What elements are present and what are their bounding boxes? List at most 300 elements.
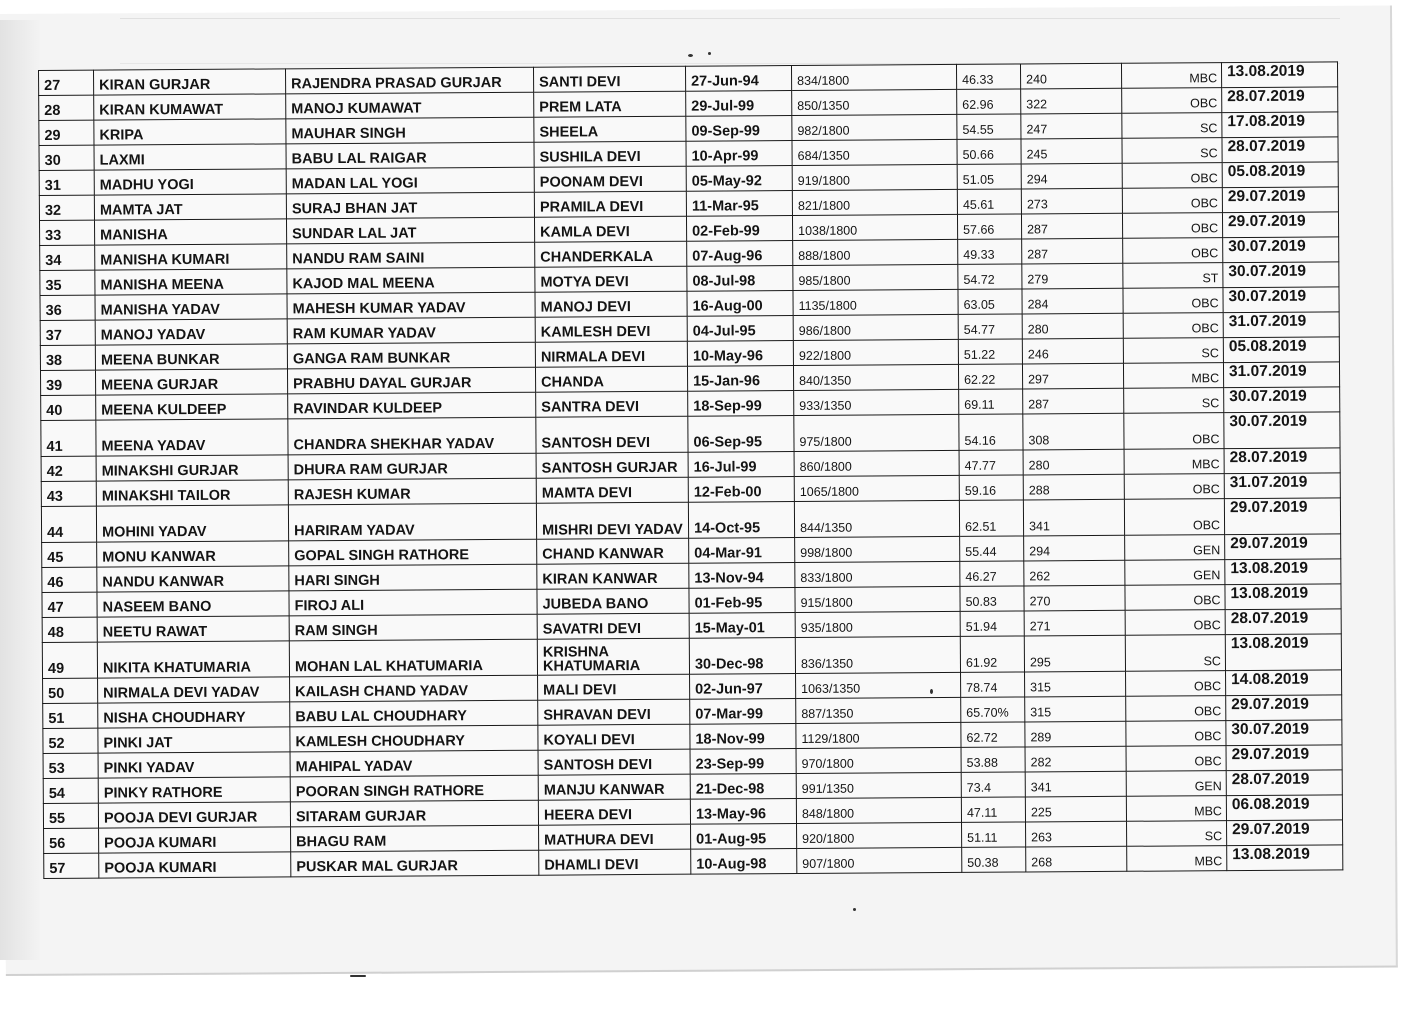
category-cell: OBC <box>1124 499 1224 536</box>
serial-number-cell: 51 <box>43 703 98 728</box>
score-cell: 287 <box>1021 213 1122 239</box>
marks-cell: 836/1350 <box>795 636 960 673</box>
marks-cell: 848/1800 <box>796 797 961 823</box>
date-cell: 06.08.2019 <box>1226 795 1342 821</box>
candidate-name-cell: PINKY RATHORE <box>98 777 290 803</box>
father-name-cell: RAM KUMAR YADAV <box>287 317 535 344</box>
serial-number-cell: 50 <box>43 678 98 703</box>
father-name-cell: KAJOD MAL MEENA <box>287 267 535 294</box>
marks-cell: 840/1350 <box>793 364 958 390</box>
serial-number-cell: 31 <box>39 170 94 195</box>
serial-number-cell: 42 <box>41 456 96 481</box>
percentage-cell: 59.16 <box>959 475 1023 500</box>
candidate-name-cell: PINKI JAT <box>98 727 290 753</box>
mother-name-cell: SANTI DEVI <box>533 66 685 92</box>
candidate-name-cell: KIRAN GURJAR <box>94 69 286 95</box>
mother-name-cell: MATHURA DEVI <box>539 824 691 850</box>
candidate-name-cell: MANOJ YADAV <box>95 319 287 345</box>
date-of-birth-cell: 23-Sep-99 <box>690 748 796 774</box>
category-cell: MBC <box>1123 363 1223 389</box>
serial-number-cell: 55 <box>43 803 98 828</box>
score-cell: 288 <box>1023 474 1124 500</box>
father-name-cell: RAJESH KUMAR <box>288 478 536 505</box>
father-name-cell: PUSKAR MAL GURJAR <box>291 850 539 877</box>
percentage-cell: 69.11 <box>959 389 1023 414</box>
date-of-birth-cell: 13-Nov-94 <box>689 562 795 588</box>
percentage-cell: 47.11 <box>961 797 1025 822</box>
category-cell: SC <box>1122 138 1222 164</box>
father-name-cell: SITARAM GURJAR <box>290 800 538 827</box>
date-cell: 13.08.2019 <box>1225 584 1341 610</box>
date-cell: 29.07.2019 <box>1224 498 1340 535</box>
father-name-cell: BABU LAL RAIGAR <box>286 142 534 169</box>
date-cell: 05.08.2019 <box>1223 337 1339 363</box>
candidate-name-cell: NEETU RAWAT <box>97 616 289 642</box>
serial-number-cell: 53 <box>43 753 98 778</box>
score-cell: 245 <box>1021 138 1122 164</box>
serial-number-cell: 41 <box>41 420 96 456</box>
percentage-cell: 62.51 <box>959 500 1023 536</box>
candidate-name-cell: KIRAN KUMAWAT <box>94 94 286 120</box>
date-cell: 28.07.2019 <box>1222 137 1338 163</box>
serial-number-cell: 27 <box>39 70 94 95</box>
date-of-birth-cell: 14-Oct-95 <box>688 501 794 538</box>
serial-number-cell: 37 <box>40 320 95 345</box>
percentage-cell: 78.74 <box>961 672 1025 697</box>
marks-cell: 982/1800 <box>792 114 957 140</box>
candidate-name-cell: MEENA YADAV <box>96 419 288 456</box>
marks-cell: 919/1800 <box>792 164 957 190</box>
percentage-cell: 53.88 <box>961 747 1025 772</box>
date-cell: 30.07.2019 <box>1224 387 1340 413</box>
date-of-birth-cell: 21-Dec-98 <box>690 773 796 799</box>
father-name-cell: MAHESH KUMAR YADAV <box>287 292 535 319</box>
candidate-name-cell: MONU KANWAR <box>97 541 289 567</box>
candidate-name-cell: NIKITA KHATUMARIA <box>97 641 289 678</box>
date-cell: 28.07.2019 <box>1225 609 1341 635</box>
date-cell: 28.07.2019 <box>1226 770 1342 796</box>
mother-name-cell: MAMTA DEVI <box>536 477 688 503</box>
candidate-name-cell: MANISHA <box>94 219 286 245</box>
serial-number-cell: 30 <box>39 145 94 170</box>
mother-name-cell: CHAND KANWAR <box>537 538 689 564</box>
category-cell: OBC <box>1122 213 1222 239</box>
marks-cell: 887/1350 <box>796 697 961 723</box>
candidate-name-cell: MEENA KULDEEP <box>96 394 288 420</box>
mother-name-cell: MOTYA DEVI <box>535 266 687 292</box>
candidate-name-cell: MAMTA JAT <box>94 194 286 220</box>
score-cell: 322 <box>1021 88 1122 114</box>
mother-name-cell: SANTOSH DEVI <box>538 749 690 775</box>
score-cell: 297 <box>1022 363 1123 389</box>
date-cell: 13.08.2019 <box>1225 634 1341 671</box>
marks-cell: 844/1350 <box>794 500 959 537</box>
marks-cell: 1135/1800 <box>793 289 958 315</box>
serial-number-cell: 54 <box>43 778 98 803</box>
date-of-birth-cell: 02-Jun-97 <box>690 673 796 699</box>
category-cell: OBC <box>1122 188 1222 214</box>
date-of-birth-cell: 16-Jul-99 <box>688 451 794 477</box>
mother-name-cell: KIRAN KANWAR <box>537 563 689 589</box>
score-cell: 280 <box>1022 313 1123 339</box>
marks-cell: 1063/1350 <box>796 672 961 698</box>
marks-cell: 1038/1800 <box>792 214 957 240</box>
serial-number-cell: 47 <box>42 592 97 617</box>
score-cell: 268 <box>1026 846 1127 872</box>
mother-name-cell: CHANDERKALA <box>535 241 687 267</box>
mother-name-cell: KAMLA DEVI <box>534 216 686 242</box>
date-cell: 29.07.2019 <box>1222 212 1338 238</box>
score-cell: 295 <box>1024 635 1125 672</box>
date-of-birth-cell: 10-Apr-99 <box>686 141 792 167</box>
mother-name-cell: SANTOSH DEVI <box>536 416 688 453</box>
marks-cell: 935/1800 <box>795 611 960 637</box>
serial-number-cell: 48 <box>42 617 97 642</box>
father-name-cell: RAVINDAR KULDEEP <box>288 392 536 419</box>
category-cell: OBC <box>1123 238 1223 264</box>
date-cell: 05.08.2019 <box>1222 162 1338 188</box>
father-name-cell: KAILASH CHAND YADAV <box>290 675 538 702</box>
father-name-cell: HARIRAM YADAV <box>288 503 536 541</box>
score-cell: 289 <box>1025 721 1126 747</box>
date-of-birth-cell: 13-May-96 <box>690 798 796 824</box>
date-of-birth-cell: 11-Mar-95 <box>686 190 792 216</box>
category-cell: GEN <box>1126 771 1226 797</box>
percentage-cell: 55.44 <box>960 536 1024 561</box>
date-of-birth-cell: 06-Sep-95 <box>688 415 794 452</box>
marks-cell: 907/1800 <box>797 847 962 873</box>
father-name-cell: BHAGU RAM <box>291 825 539 852</box>
percentage-cell: 57.66 <box>957 214 1021 239</box>
date-of-birth-cell: 10-Aug-98 <box>691 848 797 874</box>
mother-name-cell: JUBEDA BANO <box>537 588 689 614</box>
marks-cell: 998/1800 <box>795 536 960 562</box>
percentage-cell: 73.4 <box>961 772 1025 797</box>
candidate-name-cell: POOJA DEVI GURJAR <box>98 802 290 828</box>
records-table-body <box>39 62 1343 879</box>
candidate-name-cell: MANISHA MEENA <box>95 269 287 295</box>
percentage-cell: 65.70% <box>961 697 1025 722</box>
percentage-cell: 51.22 <box>958 339 1022 364</box>
mother-name-cell: HEERA DEVI <box>538 799 690 825</box>
serial-number-cell: 44 <box>41 506 96 542</box>
date-of-birth-cell: 30-Dec-98 <box>689 637 795 674</box>
score-cell: 287 <box>1023 388 1124 414</box>
father-name-cell: GOPAL SINGH RATHORE <box>289 539 537 566</box>
score-cell: 240 <box>1020 63 1121 89</box>
score-cell: 225 <box>1025 796 1126 822</box>
candidate-name-cell: NISHA CHOUDHARY <box>98 702 290 728</box>
category-cell: SC <box>1122 113 1222 139</box>
mother-name-cell: SANTOSH GURJAR <box>536 452 688 478</box>
mother-name-cell: SUSHILA DEVI <box>534 141 686 167</box>
father-name-cell: GANGA RAM BUNKAR <box>287 342 535 369</box>
candidate-name-cell: POOJA KUMARI <box>99 827 291 853</box>
category-cell: SC <box>1124 388 1224 414</box>
candidate-name-cell: MEENA BUNKAR <box>95 344 287 370</box>
father-name-cell: MAUHAR SINGH <box>286 117 534 144</box>
percentage-cell: 63.05 <box>958 289 1022 314</box>
score-cell: 294 <box>1024 535 1125 561</box>
date-cell: 29.07.2019 <box>1225 534 1341 560</box>
category-cell: OBC <box>1123 313 1223 339</box>
mother-name-cell: DHAMLI DEVI <box>539 849 691 875</box>
date-cell: 30.07.2019 <box>1224 412 1340 449</box>
percentage-cell: 49.33 <box>958 239 1022 264</box>
percentage-cell: 46.33 <box>956 64 1020 89</box>
serial-number-cell: 35 <box>40 270 95 295</box>
date-cell: 31.07.2019 <box>1224 473 1340 499</box>
serial-number-cell: 33 <box>39 220 94 245</box>
percentage-cell: 51.94 <box>960 611 1024 636</box>
date-of-birth-cell: 15-Jan-96 <box>687 365 793 391</box>
serial-number-cell: 45 <box>42 542 97 567</box>
percentage-cell: 45.61 <box>957 189 1021 214</box>
serial-number-cell: 49 <box>42 642 97 678</box>
category-cell: OBC <box>1125 585 1225 611</box>
mother-name-cell: KAMLESH DEVI <box>535 316 687 342</box>
candidate-name-cell: PINKI YADAV <box>98 752 290 778</box>
father-name-cell: MOHAN LAL KHATUMARIA <box>289 639 537 677</box>
marks-cell: 975/1800 <box>794 414 959 451</box>
score-cell: 273 <box>1021 188 1122 214</box>
date-cell: 30.07.2019 <box>1226 720 1342 746</box>
score-cell: 341 <box>1023 499 1124 536</box>
score-cell: 287 <box>1022 238 1123 264</box>
date-of-birth-cell: 01-Feb-95 <box>689 587 795 613</box>
candidate-name-cell: KRIPA <box>94 119 286 145</box>
mother-name-cell: NIRMALA DEVI <box>535 341 687 367</box>
percentage-cell: 62.22 <box>958 364 1022 389</box>
category-cell: GEN <box>1125 535 1225 561</box>
candidate-name-cell: MADHU YOGI <box>94 169 286 195</box>
father-name-cell: MADAN LAL YOGI <box>286 167 534 194</box>
mother-name-cell: SHRAVAN DEVI <box>538 699 690 725</box>
marks-cell: 970/1800 <box>796 747 961 773</box>
percentage-cell: 61.92 <box>960 636 1024 672</box>
candidate-name-cell: MANISHA YADAV <box>95 294 287 320</box>
mother-name-cell: MALI DEVI <box>538 674 690 700</box>
marks-cell: 986/1800 <box>793 314 958 340</box>
serial-number-cell: 38 <box>40 345 95 370</box>
serial-number-cell: 29 <box>39 120 94 145</box>
date-of-birth-cell: 09-Sep-99 <box>686 116 792 142</box>
date-of-birth-cell: 18-Sep-99 <box>688 390 794 416</box>
date-cell: 13.08.2019 <box>1225 559 1341 585</box>
serial-number-cell: 28 <box>39 95 94 120</box>
date-of-birth-cell: 07-Aug-96 <box>687 240 793 266</box>
category-cell: OBC <box>1124 474 1224 500</box>
candidate-name-cell: MOHINI YADAV <box>96 505 288 542</box>
date-cell: 29.07.2019 <box>1222 187 1338 213</box>
date-cell: 29.07.2019 <box>1226 745 1342 771</box>
serial-number-cell: 36 <box>40 295 95 320</box>
category-cell: OBC <box>1122 88 1222 114</box>
marks-cell: 833/1800 <box>795 561 960 587</box>
paper-fold-shadow <box>0 20 40 960</box>
marks-cell: 920/1800 <box>797 822 962 848</box>
date-of-birth-cell: 04-Mar-91 <box>689 537 795 563</box>
mother-name-cell: CHANDA <box>535 366 687 392</box>
date-of-birth-cell: 12-Feb-00 <box>688 476 794 502</box>
category-cell: OBC <box>1126 746 1226 772</box>
marks-cell: 850/1350 <box>792 89 957 115</box>
date-of-birth-cell: 01-Aug-95 <box>691 823 797 849</box>
candidate-name-cell: NIRMALA DEVI YADAV <box>98 677 290 703</box>
marks-cell: 991/1350 <box>796 772 961 798</box>
marks-cell: 985/1800 <box>793 264 958 290</box>
category-cell: MBC <box>1121 63 1221 89</box>
date-cell: 29.07.2019 <box>1227 820 1343 846</box>
date-cell: 13.08.2019 <box>1221 62 1337 88</box>
date-of-birth-cell: 05-May-92 <box>686 166 792 192</box>
score-cell: 308 <box>1023 413 1124 450</box>
scan-speck <box>708 52 711 55</box>
father-name-cell: NANDU RAM SAINI <box>287 242 535 269</box>
category-cell: SC <box>1125 635 1225 672</box>
serial-number-cell: 34 <box>40 245 95 270</box>
mother-name-cell: PRAMILA DEVI <box>534 191 686 217</box>
percentage-cell: 62.96 <box>957 89 1021 114</box>
category-cell: OBC <box>1125 610 1225 636</box>
percentage-cell: 62.72 <box>961 722 1025 747</box>
score-cell: 341 <box>1025 771 1126 797</box>
scan-speck <box>688 54 693 57</box>
marks-cell: 888/1800 <box>793 239 958 265</box>
score-cell: 280 <box>1023 449 1124 475</box>
score-cell: 271 <box>1024 610 1125 636</box>
father-name-cell: HARI SINGH <box>289 564 537 591</box>
father-name-cell: PRABHU DAYAL GURJAR <box>287 367 535 394</box>
date-of-birth-cell: 02-Feb-99 <box>686 215 792 241</box>
category-cell: OBC <box>1126 696 1226 722</box>
marks-cell: 1065/1800 <box>794 475 959 501</box>
percentage-cell: 50.83 <box>960 586 1024 611</box>
candidate-name-cell: MINAKSHI TAILOR <box>96 480 288 506</box>
date-of-birth-cell: 27-Jun-94 <box>685 66 791 92</box>
marks-cell: 834/1800 <box>791 64 956 90</box>
percentage-cell: 54.72 <box>958 264 1022 289</box>
marks-cell: 684/1350 <box>792 139 957 165</box>
mother-name-cell: MANOJ DEVI <box>535 291 687 317</box>
date-of-birth-cell: 08-Jul-98 <box>687 265 793 291</box>
score-cell: 284 <box>1022 288 1123 314</box>
candidate-name-cell: NASEEM BANO <box>97 591 289 617</box>
score-cell: 315 <box>1025 671 1126 697</box>
serial-number-cell: 40 <box>41 395 96 420</box>
mother-name-cell: PREM LATA <box>534 91 686 117</box>
serial-number-cell: 32 <box>39 195 94 220</box>
category-cell: MBC <box>1127 846 1227 872</box>
score-cell: 263 <box>1026 821 1127 847</box>
marks-cell: 933/1350 <box>794 389 959 415</box>
date-of-birth-cell: 15-May-01 <box>689 612 795 638</box>
date-of-birth-cell: 18-Nov-99 <box>690 723 796 749</box>
percentage-cell: 51.05 <box>957 164 1021 189</box>
records-table <box>38 61 1343 879</box>
date-cell: 31.07.2019 <box>1223 362 1339 388</box>
category-cell: GEN <box>1125 560 1225 586</box>
date-cell: 17.08.2019 <box>1222 112 1338 138</box>
candidate-name-cell: NANDU KANWAR <box>97 566 289 592</box>
candidate-name-cell: LAXMI <box>94 144 286 170</box>
mother-name-cell: KOYALI DEVI <box>538 724 690 750</box>
date-cell: 31.07.2019 <box>1223 312 1339 338</box>
category-cell: SC <box>1123 338 1223 364</box>
category-cell: OBC <box>1123 288 1223 314</box>
mother-name-cell: SAVATRI DEVI <box>537 613 689 639</box>
mother-name-cell: MISHRI DEVI YADAV <box>536 502 688 539</box>
serial-number-cell: 46 <box>42 567 97 592</box>
percentage-cell: 50.66 <box>957 139 1021 164</box>
faint-bleed-through-header <box>120 18 1340 64</box>
serial-number-cell: 43 <box>41 481 96 506</box>
score-cell: 279 <box>1022 263 1123 289</box>
candidate-name-cell: MANISHA KUMARI <box>95 244 287 270</box>
category-cell: OBC <box>1122 163 1222 189</box>
mother-name-cell: SHEELA <box>534 116 686 142</box>
date-cell: 29.07.2019 <box>1226 695 1342 721</box>
serial-number-cell: 39 <box>40 370 95 395</box>
father-name-cell: RAJENDRA PRASAD GURJAR <box>285 67 533 94</box>
marks-cell: 860/1800 <box>794 450 959 476</box>
father-name-cell: CHANDRA SHEKHAR YADAV <box>288 417 536 455</box>
date-cell: 28.07.2019 <box>1224 448 1340 474</box>
score-cell: 270 <box>1024 585 1125 611</box>
mother-name-cell: SANTRA DEVI <box>536 391 688 417</box>
father-name-cell: BABU LAL CHOUDHARY <box>290 700 538 727</box>
father-name-cell: RAM SINGH <box>289 614 537 641</box>
category-cell: ST <box>1123 263 1223 289</box>
mother-name-cell: KRISHNA KHATUMARIA <box>537 638 689 675</box>
score-cell: 294 <box>1021 163 1122 189</box>
serial-number-cell: 52 <box>43 728 98 753</box>
father-name-cell: DHURA RAM GURJAR <box>288 453 536 480</box>
father-name-cell: POORAN SINGH RATHORE <box>290 775 538 802</box>
date-cell: 30.07.2019 <box>1223 237 1339 263</box>
marks-cell: 821/1800 <box>792 189 957 215</box>
father-name-cell: KAMLESH CHOUDHARY <box>290 725 538 752</box>
scan-speck <box>930 689 933 694</box>
category-cell: MBC <box>1126 796 1226 822</box>
percentage-cell: 50.38 <box>962 847 1026 872</box>
percentage-cell: 51.11 <box>962 822 1026 847</box>
date-cell: 14.08.2019 <box>1226 670 1342 696</box>
father-name-cell: MAHIPAL YADAV <box>290 750 538 777</box>
date-of-birth-cell: 04-Jul-95 <box>687 315 793 341</box>
date-of-birth-cell: 29-Jul-99 <box>686 91 792 117</box>
candidate-name-cell: POOJA KUMARI <box>99 852 291 878</box>
percentage-cell: 54.16 <box>959 414 1023 450</box>
father-name-cell: SUNDAR LAL JAT <box>286 217 534 244</box>
percentage-cell: 46.27 <box>960 561 1024 586</box>
mother-name-cell: POONAM DEVI <box>534 166 686 192</box>
score-cell: 246 <box>1022 338 1123 364</box>
marks-cell: 922/1800 <box>793 339 958 365</box>
date-cell: 30.07.2019 <box>1223 287 1339 313</box>
score-cell: 315 <box>1025 696 1126 722</box>
marks-cell: 915/1800 <box>795 586 960 612</box>
father-name-cell: MANOJ KUMAWAT <box>286 92 534 119</box>
serial-number-cell: 56 <box>44 828 99 853</box>
scan-speck <box>853 908 856 911</box>
date-cell: 30.07.2019 <box>1223 262 1339 288</box>
records-sheet <box>38 61 1338 879</box>
score-cell: 262 <box>1024 560 1125 586</box>
category-cell: MBC <box>1124 449 1224 475</box>
percentage-cell: 47.77 <box>959 450 1023 475</box>
candidate-name-cell: MEENA GURJAR <box>95 369 287 395</box>
